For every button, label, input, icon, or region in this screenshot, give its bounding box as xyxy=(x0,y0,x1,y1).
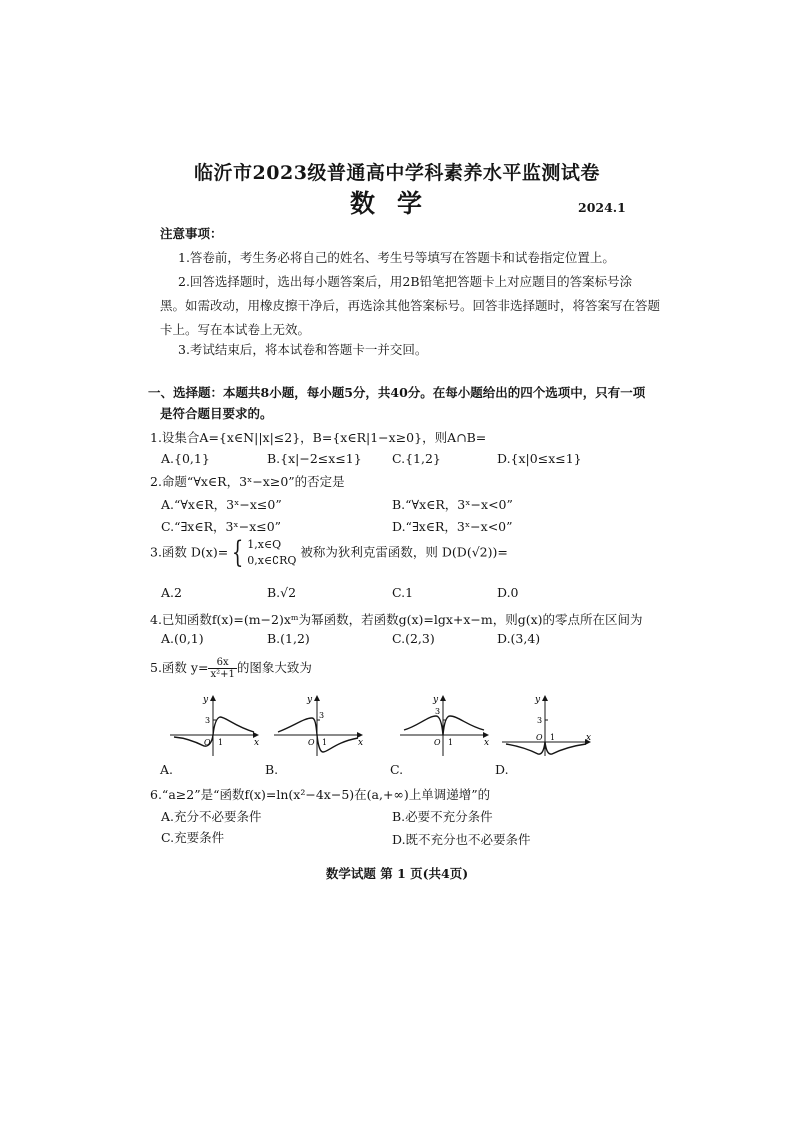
section-heading-cont: 是符合题目要求的。 xyxy=(160,406,273,421)
q3-option-a: A.2 xyxy=(161,585,182,600)
q5-graph-c xyxy=(398,690,493,760)
q5-b-one: 1 xyxy=(322,738,328,747)
q6-option-b: B.必要不充分条件 xyxy=(392,809,493,824)
q5-suffix: 的图象大致为 xyxy=(236,660,312,675)
q4-option-a: A.(0,1) xyxy=(161,631,204,646)
q2-stem: 2.命题“∀x∈R，3ˣ−x≥0”的否定是 xyxy=(150,474,345,489)
q5-graph-d xyxy=(500,690,595,760)
q5-graph-d-svg xyxy=(500,690,595,760)
q1-option-d: D.{x|0≤x≤1} xyxy=(497,451,582,466)
q5-a-one: 1 xyxy=(218,738,224,747)
q5-d-one: 1 xyxy=(550,733,556,742)
q3-option-d: D.0 xyxy=(497,585,519,600)
q5-label-a: A. xyxy=(160,762,174,777)
q5-stem xyxy=(150,657,312,680)
q5-d-ylabel: y xyxy=(535,695,541,705)
q5-numerator: 6x xyxy=(208,657,236,669)
q5-b-ylabel: y xyxy=(307,695,313,705)
q5-c-origin: O xyxy=(434,738,441,747)
exam-title: 临沂市2023级普通高中学科素养水平监测试卷 xyxy=(194,162,600,184)
notice-heading: 注意事项： xyxy=(160,226,223,241)
q1-option-c: C.{1,2} xyxy=(392,451,441,466)
q5-c-ylabel: y xyxy=(433,695,439,705)
q5-b-xlabel: x xyxy=(358,738,364,748)
q4-option-d: D.(3,4) xyxy=(497,631,541,646)
q1-stem: 1.设集合A={x∈N||x|≤2}，B={x∈R|1−x≥0}，则A∩B= xyxy=(150,430,487,445)
notice-item-2-cont: 黑。如需改动，用橡皮擦干净后，再选涂其他答案标号。回答非选择题时，将答案写在答题 xyxy=(160,298,661,313)
q3-brace: { xyxy=(232,535,244,570)
q2-option-a: A.“∀x∈R，3ˣ−x≤0” xyxy=(161,497,282,512)
q5-a-three: 3 xyxy=(205,716,211,725)
q5-graph-b-svg xyxy=(272,690,367,760)
q1-option-b: B.{x|−2≤x≤1} xyxy=(267,451,362,466)
q5-graph-a xyxy=(168,690,263,760)
q3-cases xyxy=(247,537,296,569)
notice-item-2-end: 卡上。写在本试卷上无效。 xyxy=(160,322,311,337)
q5-a-xlabel: x xyxy=(254,738,260,748)
q6-option-a: A.充分不必要条件 xyxy=(161,809,262,824)
q2-option-c: C.“∃x∈R，3ˣ−x≤0” xyxy=(161,519,282,534)
q3-stem xyxy=(150,537,508,569)
notice-item-2: 2.回答选择题时，选出每小题答案后，用2B铅笔把答题卡上对应题目的答案标号涂 xyxy=(178,274,633,289)
exam-date: 2024.1 xyxy=(578,200,626,215)
q5-fraction xyxy=(208,657,236,680)
q5-graph-c-svg xyxy=(398,690,493,760)
page-footer: 数学试题 第 1 页(共4页) xyxy=(325,866,469,881)
q3-suffix: 被称为狄利克雷函数，则 D(D(√2))= xyxy=(300,544,508,560)
q5-b-origin: O xyxy=(308,738,315,747)
q5-c-xlabel: x xyxy=(484,738,490,748)
q5-label-d: D. xyxy=(495,762,509,777)
q2-option-b: B.“∀x∈R，3ˣ−x<0” xyxy=(392,497,513,512)
q4-option-c: C.(2,3) xyxy=(392,631,435,646)
q2-option-d: D.“∃x∈R，3ˣ−x<0” xyxy=(392,519,513,534)
q5-graph-a-svg xyxy=(168,690,263,760)
q5-a-ylabel: y xyxy=(203,695,209,705)
q5-label-c: C. xyxy=(390,762,404,777)
q5-a-origin: O xyxy=(204,738,211,747)
q5-label-b: B. xyxy=(265,762,279,777)
q5-d-origin: O xyxy=(536,733,543,742)
q5-graph-b xyxy=(272,690,367,760)
q3-prefix: 3.函数 D(x)= xyxy=(150,544,229,560)
subject-title: 数学 xyxy=(349,189,444,218)
q3-option-b: B.√2 xyxy=(267,585,297,600)
q6-option-d: D.既不充分也不必要条件 xyxy=(392,832,531,847)
q5-prefix: 5.函数 y= xyxy=(150,660,209,675)
notice-item-1: 1.答卷前，考生务必将自己的姓名、考生号等填写在答题卡和试卷指定位置上。 xyxy=(178,250,615,265)
q5-c-three: 3 xyxy=(435,707,441,716)
q3-case-2: 0,x∈∁RQ xyxy=(247,554,297,567)
section-heading: 一、选择题：本题共8小题，每小题5分，共40分。在每小题给出的四个选项中，只有一项 xyxy=(148,385,646,400)
q6-stem: 6.“a≥2”是“函数f(x)=ln(x²−4x−5)在(a,+∞)上单调递增”的 xyxy=(150,787,491,802)
q4-option-b: B.(1,2) xyxy=(267,631,310,646)
q3-case-1: 1,x∈Q xyxy=(247,538,282,551)
q5-denominator: x²+1 xyxy=(210,669,235,680)
q3-option-c: C.1 xyxy=(392,585,414,600)
q5-d-three: 3 xyxy=(537,716,543,725)
q5-d-xlabel: x xyxy=(586,733,592,743)
q4-stem: 4.已知函数f(x)=(m−2)xᵐ为幂函数，若函数g(x)=lgx+x−m，则g(x)的零点所在区间为 xyxy=(150,612,643,627)
q1-option-a: A.{0,1} xyxy=(161,451,210,466)
q6-option-c: C.充要条件 xyxy=(161,830,225,845)
notice-item-3: 3.考试结束后，将本试卷和答题卡一并交回。 xyxy=(178,342,428,357)
q5-b-three: 3 xyxy=(319,711,325,720)
q5-c-one: 1 xyxy=(448,738,454,747)
